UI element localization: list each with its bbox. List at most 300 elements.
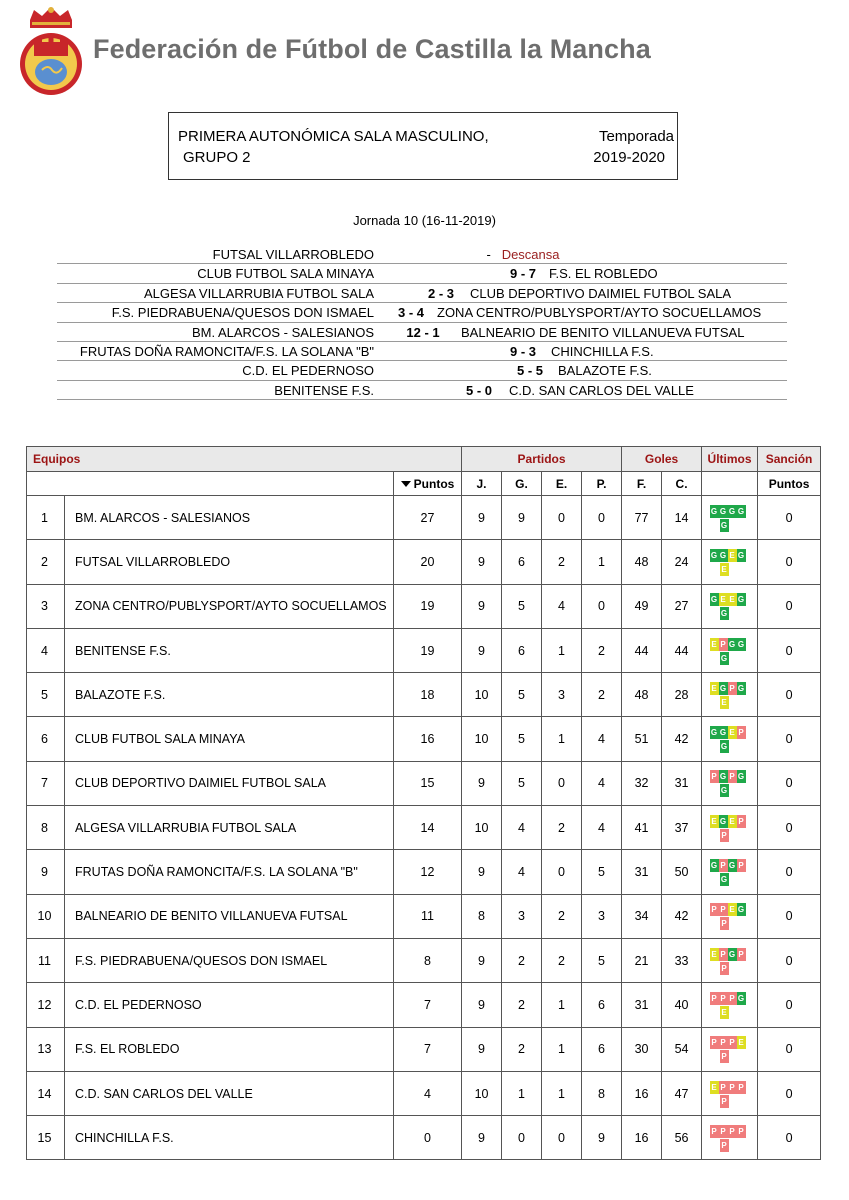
match-row bbox=[57, 245, 787, 264]
played-cell: 10 bbox=[462, 717, 502, 761]
sanction-points-cell: 0 bbox=[758, 1027, 821, 1071]
position-cell: 8 bbox=[27, 806, 65, 850]
result-badge: P bbox=[720, 639, 726, 649]
result-badge: P bbox=[721, 1096, 727, 1106]
result-badge: G bbox=[710, 506, 718, 516]
points-cell: 7 bbox=[394, 1027, 462, 1071]
sanction-points-cell: 0 bbox=[758, 540, 821, 584]
result-badge: G bbox=[720, 609, 728, 619]
position-cell: 15 bbox=[27, 1116, 65, 1160]
season-value: 2019-2020 bbox=[593, 149, 665, 166]
last-results-cell bbox=[702, 584, 758, 628]
position-cell: 2 bbox=[27, 540, 65, 584]
last-results-cell bbox=[702, 540, 758, 584]
result-badge: G bbox=[719, 728, 727, 738]
lost-cell: 6 bbox=[582, 1027, 622, 1071]
away-team: BALNEARIO DE BENITO VILLANUEVA FUTSAL bbox=[461, 324, 745, 340]
away-team: CLUB DEPORTIVO DAIMIEL FUTBOL SALA bbox=[470, 285, 732, 301]
match-score: 3 - 4 bbox=[397, 305, 424, 321]
team-name-cell: CHINCHILLA F.S. bbox=[65, 1116, 394, 1160]
match-row bbox=[57, 264, 787, 283]
played-cell: 9 bbox=[462, 761, 502, 805]
match-row bbox=[57, 381, 787, 400]
goals-for-cell: 49 bbox=[622, 584, 662, 628]
result-badge: G bbox=[719, 816, 727, 826]
competition-name: PRIMERA AUTONÓMICA SALA MASCULINO, bbox=[178, 128, 489, 145]
result-badge: E bbox=[738, 1038, 744, 1048]
result-badge: G bbox=[710, 728, 718, 738]
result-badge: E bbox=[729, 550, 735, 560]
result-badge: G bbox=[737, 772, 745, 782]
position-cell: 9 bbox=[27, 850, 65, 894]
home-team: FUTSAL VILLARROBLEDO bbox=[212, 247, 374, 262]
last-results-cell bbox=[702, 983, 758, 1027]
result-badge: G bbox=[719, 550, 727, 560]
goals-for-cell: 31 bbox=[622, 983, 662, 1027]
lost-cell: 6 bbox=[582, 983, 622, 1027]
goals-against-cell: 33 bbox=[662, 938, 702, 982]
match-score: 12 - 1 bbox=[406, 324, 440, 340]
result-badge: P bbox=[720, 949, 726, 959]
sanction-points-cell: 0 bbox=[758, 850, 821, 894]
home-team: BM. ALARCOS - SALESIANOS bbox=[191, 324, 374, 340]
sort-puntos-header[interactable]: Puntos bbox=[394, 472, 462, 496]
match-row bbox=[57, 361, 787, 380]
col-c-header: C. bbox=[662, 472, 702, 496]
lost-cell: 4 bbox=[582, 761, 622, 805]
result-badge: P bbox=[711, 1038, 717, 1048]
last-results-cell bbox=[702, 761, 758, 805]
won-cell: 3 bbox=[502, 894, 542, 938]
result-badge: P bbox=[721, 919, 727, 929]
points-cell: 11 bbox=[394, 894, 462, 938]
result-badge: P bbox=[720, 905, 726, 915]
won-cell: 2 bbox=[502, 1027, 542, 1071]
result-badge: G bbox=[737, 550, 745, 560]
result-badge: E bbox=[711, 949, 717, 959]
result-badge: G bbox=[737, 993, 745, 1003]
result-badge: G bbox=[710, 550, 718, 560]
played-cell: 9 bbox=[462, 850, 502, 894]
sanction-points-cell: 0 bbox=[758, 673, 821, 717]
won-cell: 5 bbox=[502, 673, 542, 717]
last-results-cell bbox=[702, 1027, 758, 1071]
sanction-points-cell: 0 bbox=[758, 761, 821, 805]
result-badge: P bbox=[729, 772, 735, 782]
table-row bbox=[27, 1027, 821, 1071]
goals-for-cell: 51 bbox=[622, 717, 662, 761]
home-team: FRUTAS DOÑA RAMONCITA/F.S. LA SOLANA "B" bbox=[79, 343, 374, 359]
table-row bbox=[27, 717, 821, 761]
result-badge: G bbox=[720, 875, 728, 885]
last-results bbox=[710, 947, 750, 975]
drawn-cell: 0 bbox=[542, 850, 582, 894]
sanction-points-cell: 0 bbox=[758, 1071, 821, 1115]
sanction-points-cell: 0 bbox=[758, 584, 821, 628]
match-score: 9 - 7 bbox=[509, 266, 536, 282]
match-score: 9 - 3 bbox=[509, 343, 536, 359]
result-badge: G bbox=[710, 595, 718, 605]
col-j-header: J. bbox=[462, 472, 502, 496]
team-name-cell: C.D. EL PEDERNOSO bbox=[65, 983, 394, 1027]
last-results-cell bbox=[702, 894, 758, 938]
table-row bbox=[27, 806, 821, 850]
table-row bbox=[27, 584, 821, 628]
goals-for-cell: 30 bbox=[622, 1027, 662, 1071]
goals-for-cell: 32 bbox=[622, 761, 662, 805]
match-row bbox=[57, 342, 787, 361]
match-row bbox=[57, 303, 787, 322]
last-results bbox=[710, 548, 750, 576]
result-badge: G bbox=[737, 506, 745, 516]
result-badge: P bbox=[720, 1038, 726, 1048]
goals-against-cell: 42 bbox=[662, 717, 702, 761]
won-cell: 5 bbox=[502, 584, 542, 628]
result-badge: G bbox=[720, 786, 728, 796]
col-f-header: F. bbox=[622, 472, 662, 496]
points-cell: 14 bbox=[394, 806, 462, 850]
away-team: BALAZOTE F.S. bbox=[558, 363, 652, 379]
drawn-cell: 0 bbox=[542, 496, 582, 540]
points-cell: 19 bbox=[394, 628, 462, 672]
match-row bbox=[57, 323, 787, 342]
goals-against-cell: 37 bbox=[662, 806, 702, 850]
lost-cell: 2 bbox=[582, 673, 622, 717]
last-results-cell bbox=[702, 496, 758, 540]
table-row bbox=[27, 628, 821, 672]
last-results bbox=[710, 681, 750, 709]
table-row bbox=[27, 540, 821, 584]
drawn-cell: 2 bbox=[542, 938, 582, 982]
table-row bbox=[27, 761, 821, 805]
result-badge: P bbox=[720, 861, 726, 871]
drawn-cell: 1 bbox=[542, 1027, 582, 1071]
lost-cell: 1 bbox=[582, 540, 622, 584]
last-results bbox=[710, 1035, 750, 1063]
match-score: - Descansa bbox=[486, 247, 560, 262]
table-row bbox=[27, 894, 821, 938]
goals-for-cell: 31 bbox=[622, 850, 662, 894]
goals-against-cell: 50 bbox=[662, 850, 702, 894]
last-results-cell bbox=[702, 673, 758, 717]
played-cell: 9 bbox=[462, 540, 502, 584]
result-badge: G bbox=[737, 683, 745, 693]
team-name-cell: F.S. PIEDRABUENA/QUESOS DON ISMAEL bbox=[65, 938, 394, 982]
home-team: BENITENSE F.S. bbox=[274, 382, 374, 398]
played-cell: 9 bbox=[462, 1116, 502, 1160]
result-badge: E bbox=[720, 595, 726, 605]
result-badge: P bbox=[721, 963, 727, 973]
team-name-cell: BALNEARIO DE BENITO VILLANUEVA FUTSAL bbox=[65, 894, 394, 938]
lost-cell: 0 bbox=[582, 584, 622, 628]
match-results bbox=[57, 245, 787, 400]
last-results-cell bbox=[702, 717, 758, 761]
points-cell: 19 bbox=[394, 584, 462, 628]
won-cell: 5 bbox=[502, 761, 542, 805]
drawn-cell: 0 bbox=[542, 1116, 582, 1160]
last-results bbox=[710, 725, 750, 753]
result-badge: P bbox=[729, 993, 735, 1003]
sanction-points-cell: 0 bbox=[758, 894, 821, 938]
points-cell: 12 bbox=[394, 850, 462, 894]
team-name-cell: BM. ALARCOS - SALESIANOS bbox=[65, 496, 394, 540]
sanction-points-cell: 0 bbox=[758, 1116, 821, 1160]
result-badge: E bbox=[711, 816, 717, 826]
last-results-cell bbox=[702, 806, 758, 850]
goals-against-cell: 54 bbox=[662, 1027, 702, 1071]
result-badge: G bbox=[728, 506, 736, 516]
result-badge: E bbox=[711, 683, 717, 693]
goals-against-cell: 47 bbox=[662, 1071, 702, 1115]
lost-cell: 4 bbox=[582, 806, 622, 850]
played-cell: 9 bbox=[462, 496, 502, 540]
result-badge: P bbox=[729, 1126, 735, 1136]
last-results-cell bbox=[702, 1071, 758, 1115]
home-team: C.D. EL PEDERNOSO bbox=[242, 363, 374, 379]
points-cell: 0 bbox=[394, 1116, 462, 1160]
result-badge: P bbox=[720, 1082, 726, 1092]
group-header-equipos: Equipos bbox=[27, 447, 462, 472]
match-score: 2 - 3 bbox=[427, 285, 454, 301]
team-name-cell: C.D. SAN CARLOS DEL VALLE bbox=[65, 1071, 394, 1115]
result-badge: P bbox=[738, 1126, 744, 1136]
played-cell: 10 bbox=[462, 806, 502, 850]
result-badge: G bbox=[737, 905, 745, 915]
won-cell: 4 bbox=[502, 850, 542, 894]
lost-cell: 0 bbox=[582, 496, 622, 540]
result-badge: G bbox=[737, 595, 745, 605]
won-cell: 1 bbox=[502, 1071, 542, 1115]
result-badge: G bbox=[719, 506, 727, 516]
played-cell: 10 bbox=[462, 1071, 502, 1115]
result-badge: P bbox=[738, 949, 744, 959]
home-team: F.S. PIEDRABUENA/QUESOS DON ISMAEL bbox=[111, 305, 374, 321]
played-cell: 8 bbox=[462, 894, 502, 938]
home-team: ALGESA VILLARRUBIA FUTBOL SALA bbox=[143, 285, 374, 301]
goals-for-cell: 44 bbox=[622, 628, 662, 672]
result-badge: P bbox=[711, 993, 717, 1003]
season-label: Temporada bbox=[598, 128, 674, 145]
played-cell: 10 bbox=[462, 673, 502, 717]
team-name-cell: F.S. EL ROBLEDO bbox=[65, 1027, 394, 1071]
last-results bbox=[710, 1080, 750, 1108]
position-cell: 11 bbox=[27, 938, 65, 982]
drawn-cell: 1 bbox=[542, 1071, 582, 1115]
position-cell: 10 bbox=[27, 894, 65, 938]
result-badge: P bbox=[729, 1038, 735, 1048]
result-badge: P bbox=[720, 1126, 726, 1136]
drawn-cell: 2 bbox=[542, 540, 582, 584]
result-badge: G bbox=[720, 653, 728, 663]
result-badge: G bbox=[719, 683, 727, 693]
federation-title: Federación de Fútbol de Castilla la Mancha bbox=[93, 34, 651, 64]
match-score: 5 - 5 bbox=[516, 363, 543, 379]
goals-against-cell: 44 bbox=[662, 628, 702, 672]
rest-label: Descansa bbox=[501, 247, 560, 262]
competition-group: GRUPO 2 bbox=[183, 149, 251, 166]
drawn-cell: 3 bbox=[542, 673, 582, 717]
played-cell: 9 bbox=[462, 628, 502, 672]
lost-cell: 5 bbox=[582, 938, 622, 982]
position-cell: 6 bbox=[27, 717, 65, 761]
match-score: 5 - 0 bbox=[465, 382, 492, 398]
drawn-cell: 2 bbox=[542, 894, 582, 938]
position-cell: 7 bbox=[27, 761, 65, 805]
result-badge: P bbox=[721, 1052, 727, 1062]
last-results bbox=[710, 814, 750, 842]
goals-against-cell: 31 bbox=[662, 761, 702, 805]
result-badge: P bbox=[711, 905, 717, 915]
goals-for-cell: 34 bbox=[622, 894, 662, 938]
won-cell: 6 bbox=[502, 628, 542, 672]
table-row bbox=[27, 938, 821, 982]
group-header-partidos: Partidos bbox=[462, 447, 622, 472]
table-row bbox=[27, 673, 821, 717]
drawn-cell: 1 bbox=[542, 983, 582, 1027]
position-cell: 12 bbox=[27, 983, 65, 1027]
position-cell: 14 bbox=[27, 1071, 65, 1115]
played-cell: 9 bbox=[462, 938, 502, 982]
result-badge: P bbox=[711, 1126, 717, 1136]
lost-cell: 3 bbox=[582, 894, 622, 938]
jornada-title: Jornada 10 (16-11-2019) bbox=[353, 213, 496, 228]
drawn-cell: 4 bbox=[542, 584, 582, 628]
drawn-cell: 2 bbox=[542, 806, 582, 850]
goals-for-cell: 48 bbox=[622, 540, 662, 584]
points-cell: 4 bbox=[394, 1071, 462, 1115]
points-cell: 15 bbox=[394, 761, 462, 805]
result-badge: E bbox=[711, 639, 717, 649]
team-name-cell: FUTSAL VILLARROBLEDO bbox=[65, 540, 394, 584]
goals-for-cell: 48 bbox=[622, 673, 662, 717]
goals-against-cell: 24 bbox=[662, 540, 702, 584]
standings-table bbox=[26, 446, 821, 1160]
won-cell: 5 bbox=[502, 717, 542, 761]
sanction-points-cell: 0 bbox=[758, 983, 821, 1027]
table-row bbox=[27, 983, 821, 1027]
last-results bbox=[710, 504, 750, 532]
sort-down-icon bbox=[401, 481, 411, 487]
goals-against-cell: 14 bbox=[662, 496, 702, 540]
position-cell: 4 bbox=[27, 628, 65, 672]
table-row bbox=[27, 1071, 821, 1115]
lost-cell: 4 bbox=[582, 717, 622, 761]
goals-against-cell: 27 bbox=[662, 584, 702, 628]
last-results bbox=[710, 592, 750, 620]
competition-box bbox=[168, 112, 678, 180]
last-results-cell bbox=[702, 850, 758, 894]
sanction-points-cell: 0 bbox=[758, 496, 821, 540]
points-cell: 18 bbox=[394, 673, 462, 717]
last-results-cell bbox=[702, 1116, 758, 1160]
away-team: F.S. EL ROBLEDO bbox=[549, 266, 658, 282]
sanction-points-cell: 0 bbox=[758, 806, 821, 850]
result-badge: G bbox=[728, 639, 736, 649]
points-cell: 20 bbox=[394, 540, 462, 584]
last-results bbox=[710, 1124, 750, 1152]
result-badge: E bbox=[729, 905, 735, 915]
last-results bbox=[710, 902, 750, 930]
team-name-cell: BALAZOTE F.S. bbox=[65, 673, 394, 717]
result-badge: P bbox=[721, 1140, 727, 1150]
result-badge: G bbox=[720, 742, 728, 752]
goals-against-cell: 40 bbox=[662, 983, 702, 1027]
team-name-cell: ALGESA VILLARRUBIA FUTBOL SALA bbox=[65, 806, 394, 850]
result-badge: P bbox=[721, 830, 727, 840]
table-row bbox=[27, 1116, 821, 1160]
goals-against-cell: 56 bbox=[662, 1116, 702, 1160]
team-name-cell: FRUTAS DOÑA RAMONCITA/F.S. LA SOLANA "B" bbox=[65, 850, 394, 894]
away-team: ZONA CENTRO/PUBLYSPORT/AYTO SOCUELLAMOS bbox=[437, 305, 762, 321]
last-results-cell bbox=[702, 938, 758, 982]
sanction-points-cell: 0 bbox=[758, 628, 821, 672]
result-badge: G bbox=[737, 639, 745, 649]
result-badge: P bbox=[738, 861, 744, 871]
federation-crest-icon bbox=[20, 6, 82, 98]
points-cell: 27 bbox=[394, 496, 462, 540]
goals-for-cell: 77 bbox=[622, 496, 662, 540]
last-results-cell bbox=[702, 628, 758, 672]
group-header-ultimos: Últimos bbox=[702, 447, 758, 472]
position-cell: 3 bbox=[27, 584, 65, 628]
col-p-header: P. bbox=[582, 472, 622, 496]
played-cell: 9 bbox=[462, 983, 502, 1027]
position-cell: 1 bbox=[27, 496, 65, 540]
result-badge: P bbox=[738, 1082, 744, 1092]
group-header-goles: Goles bbox=[622, 447, 702, 472]
goals-for-cell: 16 bbox=[622, 1116, 662, 1160]
drawn-cell: 1 bbox=[542, 628, 582, 672]
won-cell: 0 bbox=[502, 1116, 542, 1160]
last-results bbox=[710, 991, 750, 1019]
result-badge: P bbox=[711, 772, 717, 782]
sanction-points-cell: 0 bbox=[758, 717, 821, 761]
result-badge: E bbox=[729, 595, 735, 605]
goals-for-cell: 16 bbox=[622, 1071, 662, 1115]
result-badge: E bbox=[711, 1082, 717, 1092]
points-cell: 8 bbox=[394, 938, 462, 982]
result-badge: G bbox=[710, 861, 718, 871]
played-cell: 9 bbox=[462, 584, 502, 628]
result-badge: E bbox=[721, 564, 727, 574]
won-cell: 2 bbox=[502, 983, 542, 1027]
group-header-sancion: Sanción bbox=[758, 447, 821, 472]
position-cell: 5 bbox=[27, 673, 65, 717]
goals-for-cell: 41 bbox=[622, 806, 662, 850]
result-badge: E bbox=[721, 697, 727, 707]
sanction-points-cell: 0 bbox=[758, 938, 821, 982]
result-badge: G bbox=[728, 861, 736, 871]
lost-cell: 9 bbox=[582, 1116, 622, 1160]
last-results bbox=[710, 637, 750, 665]
points-cell: 7 bbox=[394, 983, 462, 1027]
result-badge: G bbox=[728, 949, 736, 959]
result-badge: P bbox=[720, 993, 726, 1003]
position-cell: 13 bbox=[27, 1027, 65, 1071]
points-cell: 16 bbox=[394, 717, 462, 761]
last-results bbox=[710, 858, 750, 886]
team-name-cell: ZONA CENTRO/PUBLYSPORT/AYTO SOCUELLAMOS bbox=[65, 584, 394, 628]
goals-for-cell: 21 bbox=[622, 938, 662, 982]
result-badge: P bbox=[738, 728, 744, 738]
away-team: C.D. SAN CARLOS DEL VALLE bbox=[509, 382, 694, 398]
home-team: CLUB FUTBOL SALA MINAYA bbox=[197, 266, 374, 282]
col-sancion-puntos-header: Puntos bbox=[758, 472, 821, 496]
won-cell: 6 bbox=[502, 540, 542, 584]
result-badge: E bbox=[721, 1007, 727, 1017]
won-cell: 2 bbox=[502, 938, 542, 982]
goals-against-cell: 28 bbox=[662, 673, 702, 717]
